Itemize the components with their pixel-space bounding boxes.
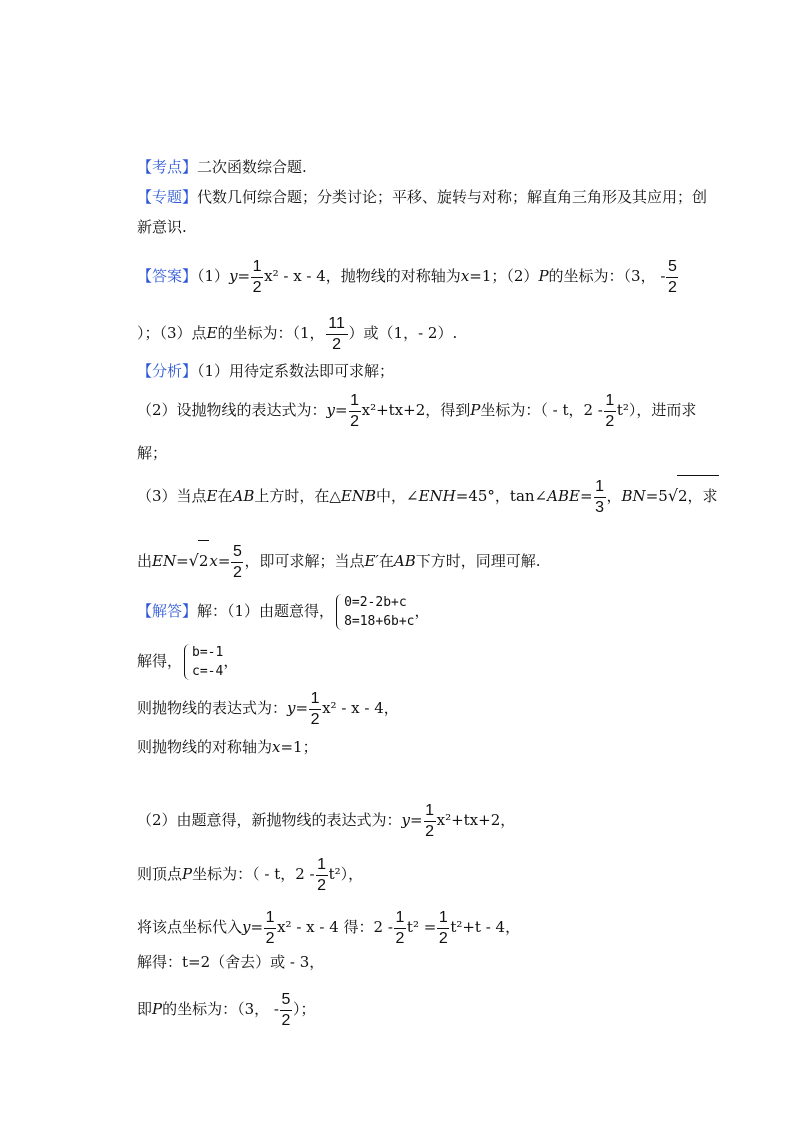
jd6-a: 则顶点 xyxy=(137,865,183,883)
a4-f: 在 xyxy=(378,552,394,570)
fraction-half-3: $\frac{1}{2}$ xyxy=(605,391,615,430)
equals-sign: = xyxy=(237,267,251,285)
analysis-line-4 xyxy=(137,540,541,582)
fraction-half-7: $\frac{1}{2}$ xyxy=(265,908,275,947)
fraction-eleven-halves: $\frac{11}{2}$ xyxy=(326,315,348,354)
var-x: x xyxy=(460,267,470,285)
a3-g: 2，求 xyxy=(677,475,719,516)
jd6-c: t²）， xyxy=(328,865,364,883)
answer-part2: x² - x - 4，抛物线的对称轴为 xyxy=(264,267,461,285)
comma1: ， xyxy=(414,602,430,620)
vertex-line xyxy=(137,854,363,895)
expression-line xyxy=(137,688,399,729)
a3-enb: ENB xyxy=(340,487,377,505)
var-e: E xyxy=(206,324,218,342)
solution-line xyxy=(137,590,430,632)
a3-bn: BN xyxy=(621,487,646,505)
answer-part1: （1） xyxy=(197,267,230,285)
analysis2-part5: 解； xyxy=(137,444,168,462)
zhuanti-tag: 【专题】 xyxy=(137,188,198,206)
jd9-p: P xyxy=(152,1000,163,1018)
eq2: = xyxy=(335,401,348,419)
jd7-d: t²+t - 4， xyxy=(450,918,521,936)
kaodian-tag: 【考点】 xyxy=(137,158,198,176)
jd3-a: 则抛物线的表达式为： xyxy=(137,699,288,717)
a4-c: 2 xyxy=(198,540,210,581)
jd6-b: 坐标为：（ - t，2 - xyxy=(192,865,315,883)
a3-d: =45°，tan∠ xyxy=(455,487,548,505)
analysis2-part2: x²+tx+2，得到 xyxy=(361,401,471,419)
solve-t-line xyxy=(137,952,324,972)
substitute-line xyxy=(137,907,520,948)
var-y: y xyxy=(229,267,238,285)
solution-text: 解：（1）由题意得， xyxy=(197,602,335,620)
analysis2-part4: t²），进而求 xyxy=(616,401,697,419)
fraction-half-5: $\frac{1}{2}$ xyxy=(425,801,435,840)
a3-ab: AB xyxy=(232,487,255,505)
a4-g: 下方时，同理可解. xyxy=(415,552,541,570)
answer-line-2 xyxy=(137,313,457,354)
zhuanti-line-2 xyxy=(137,217,187,237)
fraction-half-4: $\frac{1}{2}$ xyxy=(310,689,320,728)
jd4-b: =1； xyxy=(280,738,318,756)
analysis-line-2b xyxy=(137,443,167,463)
a4-e: ，即可求解；当点 xyxy=(244,552,365,570)
answer-part4: 的坐标为：（3， - xyxy=(548,267,666,285)
a3-e: E xyxy=(206,487,218,505)
zhuanti-text-2: 新意识. xyxy=(137,218,187,236)
var-p: P xyxy=(538,267,549,285)
solved-line xyxy=(137,640,238,682)
a4-en: EN xyxy=(152,552,177,570)
jd3-eq: = xyxy=(295,699,309,717)
jd9-a: 即 xyxy=(137,1000,153,1018)
analysis2-part3: 坐标为：（ - t，2 - xyxy=(480,401,603,419)
fraction-one-third: $\frac{1}{3}$ xyxy=(595,477,604,516)
solved-text: 解得， xyxy=(137,652,183,670)
comma2: ， xyxy=(223,652,239,670)
jd6-p: P xyxy=(182,865,193,883)
jd7-a: 将该点坐标代入 xyxy=(137,918,243,936)
a4-e2: E′ xyxy=(364,552,379,570)
solution-tag: 【解答】 xyxy=(137,602,198,620)
jd3-y: y xyxy=(287,699,296,717)
analysis-line-3: （3）当点E在AB上方时，在△ENB中，∠ENH=45°，tan∠ABE= $\frac{1}{3}$ ，BN=5√2，求 xyxy=(137,475,719,517)
analysis-tag: 【分析】 xyxy=(137,362,198,380)
jd3-rest: x² - x - 4， xyxy=(322,699,399,717)
a4-d: = xyxy=(217,552,231,570)
jd9-c: ）； xyxy=(293,1000,316,1018)
equation-system-2: b=-1 c=-4 xyxy=(182,643,223,681)
zhuanti-text: 代数几何综合题；分类讨论；平移、旋转与对称；解直角三角形及其应用；创 xyxy=(197,188,708,206)
a4-ab: AB xyxy=(393,552,416,570)
analysis2-part1: （2）设抛物线的表达式为： xyxy=(137,401,327,419)
a3-b: 上方时，在△ xyxy=(254,487,341,505)
analysis-line-2 xyxy=(137,390,696,431)
jd8-a: 解得：t=2（舍去）或 - 3， xyxy=(137,953,325,971)
analysis-line xyxy=(137,361,394,381)
a3-a: 在 xyxy=(217,487,233,505)
sqrt-icon: √ xyxy=(667,486,679,505)
var-p2: P xyxy=(470,401,481,419)
fraction-half: $\frac{1}{2}$ xyxy=(252,257,262,296)
jd5-rest: x²+tx+2， xyxy=(436,811,516,829)
a3-f: =5 xyxy=(645,487,668,505)
fraction-five-halves-2: $\frac{5}{2}$ xyxy=(233,542,242,581)
fraction-five-halves: $\frac{5}{2}$ xyxy=(667,257,677,296)
jd7-c: t² = xyxy=(406,918,437,936)
var-y2: y xyxy=(326,401,336,419)
a3-enh: ENH xyxy=(418,487,456,505)
sqrt-icon-2: √ xyxy=(188,551,199,570)
a3-e2: = xyxy=(579,487,593,505)
jd4-a: 则抛物线的对称轴为 xyxy=(137,738,273,756)
jd7-y: y xyxy=(242,918,251,936)
jd5-y: y xyxy=(401,811,411,829)
a3-c: 中，∠ xyxy=(376,487,419,505)
fraction-half-6: $\frac{1}{2}$ xyxy=(317,855,327,894)
a4-x: x xyxy=(209,552,218,570)
fraction-half-9: $\frac{1}{2}$ xyxy=(438,908,448,947)
kaodian-line xyxy=(137,157,307,177)
p-coord-line xyxy=(137,989,316,1030)
answer-tag: 【答案】 xyxy=(137,267,198,285)
fraction-half-8: $\frac{1}{2}$ xyxy=(395,908,405,947)
fraction-half-2: $\frac{1}{2}$ xyxy=(350,391,360,430)
a3-abe: ABE xyxy=(547,487,580,505)
a4-a: 出 xyxy=(137,552,153,570)
jd4-x: x xyxy=(272,738,281,756)
jd7-eq: = xyxy=(250,918,264,936)
axis-line xyxy=(137,737,318,757)
jd9-b: 的坐标为：（3， - xyxy=(162,1000,279,1018)
a3-p: （3）当点 xyxy=(137,487,207,505)
answer-part6: 的坐标为：（1， xyxy=(217,324,325,342)
jd5-eq: = xyxy=(410,811,423,829)
jd5-a: （2）由题意得，新抛物线的表达式为： xyxy=(137,811,402,829)
answer-line xyxy=(137,256,679,297)
fraction-five-halves-3: $\frac{5}{2}$ xyxy=(281,990,291,1029)
jd7-b: x² - x - 4 得：2 - xyxy=(277,918,393,936)
analysis-text: （1）用待定系数法即可求解； xyxy=(197,362,395,380)
answer-part5: ）；（3）点 xyxy=(137,324,207,342)
answer-part7: ）或（1，- 2）. xyxy=(348,324,458,342)
part2-line xyxy=(137,800,515,841)
equation-system-1: 0=2-2b+c 8=18+6b+c xyxy=(334,593,414,631)
kaodian-text: 二次函数综合题. xyxy=(197,158,307,176)
a4-b: = xyxy=(176,552,189,570)
answer-part3: =1；（2） xyxy=(469,267,539,285)
zhuanti-line xyxy=(137,187,707,207)
